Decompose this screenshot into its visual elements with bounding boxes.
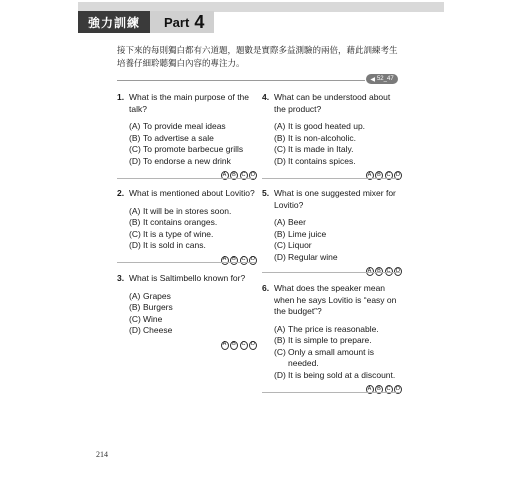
answer-option	[129, 291, 257, 303]
answer-options	[262, 324, 402, 382]
option-letter: (A)	[274, 323, 286, 334]
answer-option	[274, 252, 402, 264]
option-text: It is made in Italy.	[288, 144, 354, 154]
part-number: 4	[194, 11, 205, 32]
answer-option	[274, 217, 402, 229]
answer-option	[129, 314, 257, 326]
option-letter: (D)	[274, 369, 286, 380]
question-number: 1.	[117, 92, 125, 102]
option-letter: (C)	[129, 144, 141, 154]
option-text: It contains oranges.	[143, 217, 218, 227]
answer-options	[262, 121, 402, 167]
option-text: Regular wine	[288, 251, 338, 262]
answer-option	[129, 240, 257, 252]
answer-bubble[interactable]: D	[394, 385, 402, 394]
question-divider	[262, 272, 400, 273]
option-letter: (B)	[274, 132, 286, 143]
answer-option	[274, 370, 402, 382]
answer-bubble[interactable]: B	[230, 341, 238, 350]
answer-options	[117, 291, 257, 337]
option-text: It is non-alcoholic.	[288, 132, 357, 143]
answer-option	[129, 156, 257, 168]
answer-bubble[interactable]: C	[385, 267, 393, 276]
answer-option	[129, 229, 257, 241]
track-number: 52_47	[376, 76, 394, 82]
option-text: Beer	[288, 217, 306, 227]
option-text: Burgers	[143, 302, 173, 312]
question-text: What does the speaker mean when he says Lovitio is “easy on the budget”?	[274, 283, 397, 316]
part-label	[150, 11, 214, 33]
question-6	[262, 283, 402, 394]
answer-bubble[interactable]: D	[249, 256, 257, 265]
answer-options	[117, 206, 257, 252]
answer-bubble[interactable]: B	[375, 171, 383, 180]
option-text: To advertise a sale	[143, 132, 214, 143]
option-text: Liquor	[288, 240, 312, 250]
option-text: It contains spices.	[288, 155, 356, 166]
question-stem	[262, 92, 402, 115]
answer-option	[274, 133, 402, 145]
audio-track-badge	[366, 74, 398, 84]
option-letter: (A)	[274, 217, 286, 227]
answer-option	[274, 240, 402, 252]
answer-option	[129, 133, 257, 145]
answer-bubble[interactable]: C	[240, 171, 248, 180]
option-letter: (C)	[274, 346, 286, 357]
option-text: It is a type of wine.	[143, 228, 214, 239]
answer-option	[274, 229, 402, 241]
option-text: The price is reasonable.	[288, 323, 379, 334]
answer-option	[274, 347, 402, 370]
option-text: Grapes	[143, 290, 171, 301]
track-divider	[117, 80, 365, 81]
answer-bubble[interactable]: D	[394, 171, 402, 180]
answer-option	[129, 217, 257, 229]
question-divider	[262, 178, 400, 179]
question-number: 4.	[262, 92, 270, 102]
question-number: 2.	[117, 188, 125, 198]
question-text: What can be understood about the product?	[274, 92, 391, 114]
answer-option	[274, 324, 402, 336]
answer-bubble[interactable]: A	[221, 341, 229, 350]
answer-bubble[interactable]: B	[230, 171, 238, 180]
option-letter: (B)	[274, 335, 286, 345]
answer-option	[274, 144, 402, 156]
question-number: 5.	[262, 188, 270, 198]
option-text: Lime juice	[288, 228, 327, 239]
answer-option	[129, 206, 257, 218]
speaker-icon: ◀	[370, 76, 375, 83]
option-letter: (C)	[274, 240, 286, 250]
option-text: Cheese	[143, 325, 173, 335]
option-text: It is being sold at a discount.	[288, 369, 396, 380]
question-number: 3.	[117, 273, 125, 283]
answer-bubble[interactable]: D	[249, 171, 257, 180]
option-text: To provide meal ideas	[143, 121, 226, 131]
question-stem	[117, 273, 257, 285]
option-text: It is simple to prepare.	[288, 335, 372, 345]
question-text: What is one suggested mixer for Lovitio?	[274, 188, 396, 210]
option-letter: (A)	[129, 121, 141, 131]
option-letter: (A)	[129, 205, 141, 216]
question-4	[262, 92, 402, 180]
answer-bubble[interactable]: B	[375, 385, 383, 394]
answer-option	[129, 325, 257, 337]
question-3	[117, 273, 257, 350]
answer-options	[262, 217, 402, 263]
answer-options	[117, 121, 257, 167]
question-stem	[117, 92, 257, 115]
answer-bubble[interactable]: A	[366, 385, 374, 394]
question-5	[262, 188, 402, 276]
question-stem	[117, 188, 257, 200]
option-text: To endorse a new drink	[143, 155, 231, 166]
answer-bubble[interactable]: D	[394, 267, 402, 276]
answer-bubble[interactable]: A	[221, 256, 229, 265]
question-divider	[117, 178, 255, 179]
option-letter: (A)	[129, 290, 141, 301]
question-divider	[117, 262, 255, 263]
page-number: 214	[96, 450, 108, 459]
option-letter: (D)	[129, 240, 141, 250]
option-text: It is sold in cans.	[143, 240, 206, 250]
answer-option	[129, 144, 257, 156]
option-letter: (D)	[129, 155, 141, 166]
option-letter: (A)	[274, 121, 286, 131]
question-number: 6.	[262, 283, 270, 293]
column-divider-right	[262, 392, 400, 393]
question-text: What is mentioned about Lovitio?	[129, 188, 255, 198]
answer-bubble[interactable]: C	[385, 385, 393, 394]
answer-option	[274, 156, 402, 168]
option-letter: (C)	[274, 144, 286, 154]
intro-text: 接下來的每則獨白都有六道題，題數是實際多益測驗的兩倍，藉此訓練考生培養仔細聆聽獨白內容的專注力。	[117, 45, 398, 68]
option-letter: (D)	[129, 325, 141, 335]
answer-bubble[interactable]: C	[385, 171, 393, 180]
answer-bubbles	[117, 256, 257, 265]
option-text: Only a small amount is needed.	[288, 346, 374, 368]
section-label: 強力訓練	[78, 11, 150, 33]
part-word: Part	[164, 14, 190, 30]
answer-bubbles	[117, 341, 257, 350]
answer-bubble[interactable]: B	[375, 267, 383, 276]
option-text: It will be in stores soon.	[143, 205, 232, 216]
option-letter: (B)	[129, 217, 141, 227]
answer-bubble[interactable]: A	[221, 171, 229, 180]
option-text: Wine	[143, 313, 163, 324]
option-text: It is good heated up.	[288, 121, 366, 131]
question-stem	[262, 188, 402, 211]
answer-option	[274, 121, 402, 133]
answer-bubble[interactable]: C	[240, 256, 248, 265]
option-text: To promote barbecue grills	[143, 144, 244, 154]
section-header	[78, 11, 214, 33]
option-letter: (C)	[129, 228, 141, 239]
answer-bubble[interactable]: B	[230, 256, 238, 265]
question-text: What is the main purpose of the talk?	[129, 92, 250, 114]
option-letter: (B)	[129, 302, 141, 312]
option-letter: (B)	[129, 132, 141, 143]
question-2	[117, 188, 257, 265]
answer-option	[274, 335, 402, 347]
answer-option	[129, 302, 257, 314]
option-letter: (C)	[129, 313, 141, 324]
answer-bubble[interactable]: D	[249, 341, 257, 350]
answer-bubble[interactable]: A	[366, 171, 374, 180]
option-letter: (B)	[274, 228, 286, 239]
answer-option	[129, 121, 257, 133]
question-text: What is Saltimbello known for?	[129, 273, 246, 283]
question-1	[117, 92, 257, 180]
question-stem	[262, 283, 402, 318]
answer-bubble[interactable]: A	[366, 267, 374, 276]
option-letter: (D)	[274, 251, 286, 262]
option-letter: (D)	[274, 155, 286, 166]
answer-bubble[interactable]: C	[240, 341, 248, 350]
